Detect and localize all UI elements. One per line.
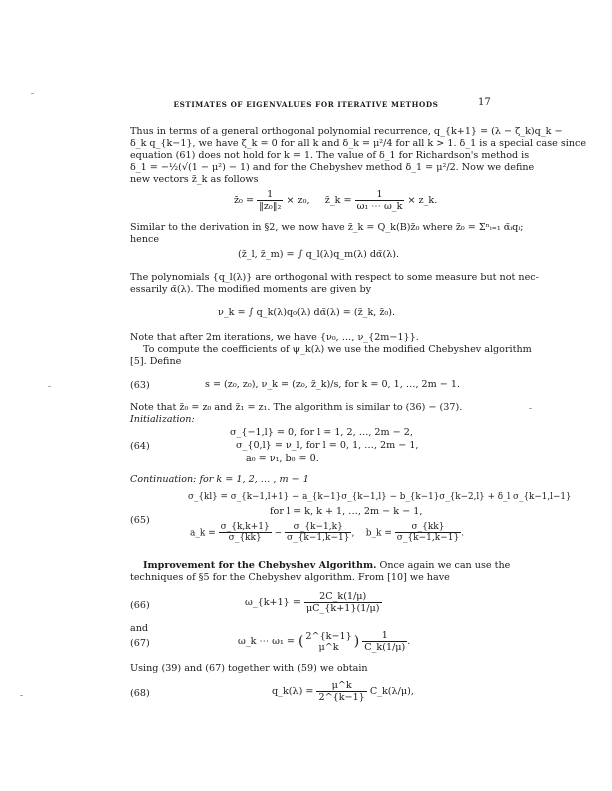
text-line: hence [130,234,160,245]
equation-number: (65) [130,515,150,526]
text-line: [5]. Define [130,356,182,367]
equation-67: ω_k ⋯ ω₁ = ( 2^{k−1} μ^k ) $\frac{1}{C\_k(1/\mu)}$ . [238,630,411,654]
page-number: 17 [478,97,491,108]
equation-68: q_k(λ) = $\frac{\mu\^{}k}{2\^{}\{k-1\}}$ C_k(λ/μ), [272,680,414,704]
section-title: Improvement for the Chebyshev Algorithm. [143,560,377,571]
text-line: The polynomials {q_l(λ)} are orthogonal with respect to some measure but not nec- [130,272,539,283]
text-line: δ_k q_{k−1}, we have ζ_k = 0 for all k and δ_k = μ²/4 for all k > 1. δ_1 is a special case since [130,138,587,149]
text-line: Thus in terms of a general orthogonal polynomial recurrence, q_{k+1} = (λ − ζ_k)q_k − [130,126,563,137]
equation-64-row: σ_{0,l} = ν_l, for l = 0, 1, …, 2m − 1, [236,440,419,451]
text-line: Similar to the derivation in §2, we now have z̃_k = Q_k(B)z̃₀ where z̃₀ = Σⁿᵢ₌₁ α̃ᵢqᵢ; [130,222,524,233]
equation-modified-moments: ν_k = ∫ q_k(λ)q₀(λ) dα̃(λ) = (z̃_k, z̃₀). [218,307,396,318]
running-header: ESTIMATES OF EIGENVALUES FOR ITERATIVE METHODS [173,100,439,109]
equation-number: (64) [130,441,150,452]
section-paragraph: Improvement for the Chebyshev Algorithm. Once again we can use the [143,560,511,571]
text-line: new vectors z̃_k as follows [130,174,259,185]
scan-speck [20,695,23,696]
equation-number: (68) [130,688,150,699]
equation-65-row: σ_{kl} = σ_{k−1,l+1} − a_{k−1}σ_{k−1,l} − b_{k−1}σ_{k−2,l} + δ_l σ_{k−1,l−1} [188,492,572,502]
text-line: Note that after 2m iterations, we have {ν₀, …, ν_{2m−1}}. [130,332,419,343]
text-line: equation (61) does not hold for k = 1. The value of δ_1 for Richardson's method is [130,150,530,161]
equation-65-row: for l = k, k + 1, …, 2m − k − 1, [270,506,423,517]
equation-inner-product: (z̃_l, z̃_m) = ∫ q_l(λ)q_m(λ) dα̃(λ). [238,249,400,260]
equation-number: (66) [130,600,150,611]
equation-number: (67) [130,638,150,649]
text-line: techniques of §5 for the Chebyshev algorithm. From [10] we have [130,572,450,583]
equation-64-row: σ_{−1,l} = 0, for l = 1, 2, …, 2m − 2, [230,427,413,438]
equation-number: (63) [130,380,150,391]
equation-vectors: z̃₀ = $\frac{1}{\text{‖z₀‖₂}}$ × z₀, z̃_k = $\frac{1}{\text{ω₁ ⋯ ω\_k}}$ × z_k. [234,189,438,213]
text-line: To compute the coefficients of ψ_k(λ) we use the modified Chebyshev algorithm [143,344,532,355]
text-line: and [130,623,149,634]
equation-63: s = (z₀, z₀), ν_k = (z₀, z̃_k)/s, for k = 0, 1, …, 2m − 1. [205,379,461,390]
initialization-label: Initialization: [130,414,195,425]
text-line: Note that z̃₀ = z₀ and z̃₁ = z₁. The algorithm is similar to (36) − (37). [130,402,463,413]
text-line: Using (39) and (67) together with (59) we obtain [130,663,368,674]
scan-speck [48,386,51,387]
text-line: δ_1 = −½(√(1 − μ²) − 1) and for the Chebyshev method δ_1 = μ²/2. Now we define [130,162,535,173]
scan-speck [31,93,34,94]
text-line: essarily α̃(λ). The modified moments are given by [130,284,372,295]
equation-65-coefficients: a_k = $\frac{\sigma\_\{k,k+1\}}{\sigma\_\{kk\}}$ − $\frac{\sigma\_\{k-1,k\}}{\sigma\_\{k-1,k-1\}}$ , b_k = $\frac{\sigma\_\{kk\}}{\sigma\_\{k-1,k-1\}}$ . [190,522,465,544]
scan-speck [529,408,532,409]
equation-66: ω_{k+1} = $\frac{2C\_k(1/\mu)}{\mu C\_\{k+1\}(1/\mu)}$ [245,591,380,615]
equation-64-row: a₀ = ν₁, b₀ = 0. [246,453,319,464]
continuation-label: Continuation: for k = 1, 2, … , m − 1 [130,474,309,485]
